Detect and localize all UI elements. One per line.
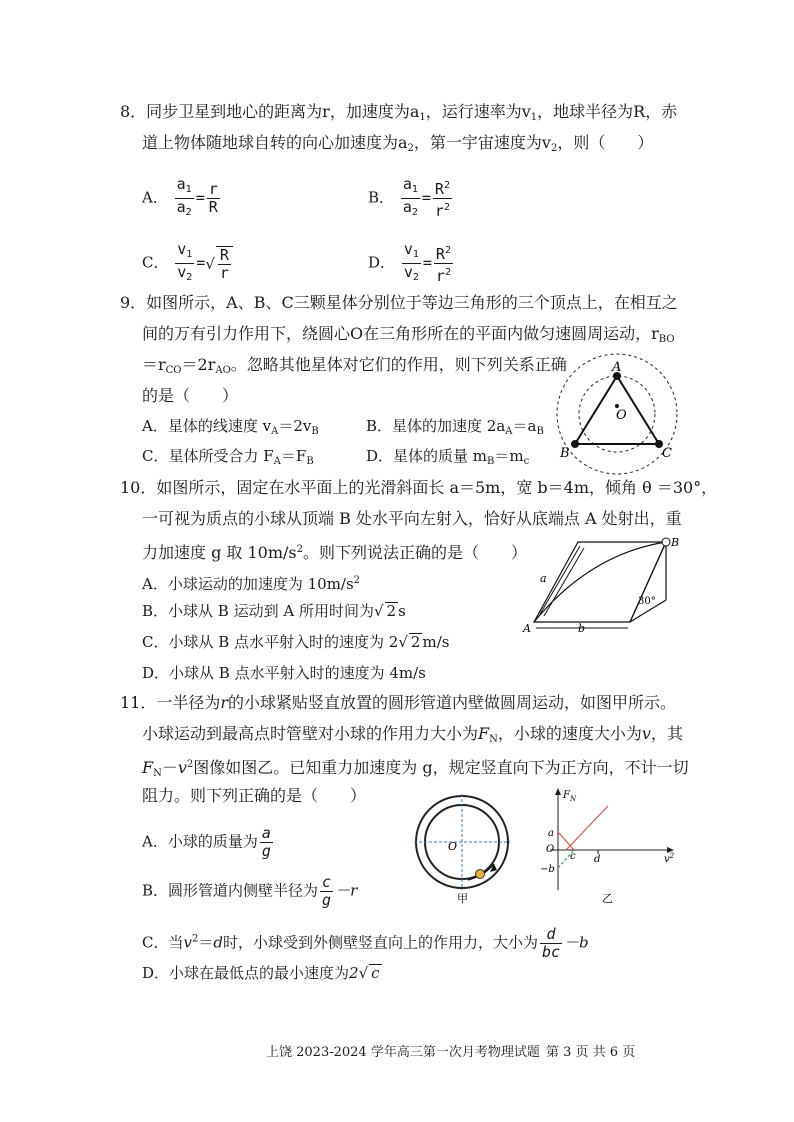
q11-option-c: C．当$v^2=d$时，小球受到外侧壁竖直向上的作用力，大小为 $\frac{d}{bc}$ －b [142,925,589,961]
label-d-tick: d [594,854,601,865]
q11-option-d: D．小球在最低点的最小速度为2√ c [142,964,380,982]
q9-option-d: D．星体的质量 $m_B=m_c$ [366,447,530,467]
side-edge [630,542,666,622]
footer-title: 上饶 2023-2024 学年高三第一次月考物理试题 [266,1045,540,1060]
q9-option-c: C．星体所受合力 $F_A=F_B$ [142,447,314,467]
q11-line-4: 阻力。则下列正确的是（ ） [142,786,367,805]
trajectory-curve [534,542,666,622]
label-minus-b: −b [540,864,555,875]
q10-line-3: 力加速度 g 取 $10m/s^2$。则下列说法正确的是（ ） [142,543,528,562]
q8-option-c: C． $\frac{v_1}{v_2}$ =√ $\frac{R}{r}$ [142,241,235,286]
footer-page-number: 第 3 页 共 6 页 [546,1045,636,1060]
q10-option-b: B．小球从 B 运动到 A 所用时间为√ 2 s [142,602,406,620]
q11-figure-jia-pipe [410,788,520,906]
q10-figure-incline [520,534,690,636]
q10-line-1: 10．如图所示，固定在水平面上的光滑斜面长 a＝5m，宽 b＝4m，倾角 θ ＝30°， [120,478,718,497]
star-b-dot [571,440,579,448]
q8-option-d: D． $\frac{v_1}{v_2}$ = $\frac{R^2}{r^2}$ [368,240,451,285]
small-ball [476,870,485,879]
label-angle: 30° [638,596,656,607]
label-v2: $v^2$ [664,852,675,865]
q11-option-b: B．圆形管道内侧壁半径为 $\frac{c}{g}$ －r [142,873,358,909]
q11-line-2: 小球运动到最高点时管壁对小球的作用力大小为$F_N$，小球的速度大小为v，其 [142,724,683,745]
q8-line-2: 道上物体随地球自转的向心加速度为$a_2$，第一宇宙速度为$v_2$，则（ ） [142,133,654,154]
label-o: O [616,408,627,423]
label-jia: 甲 [457,892,468,905]
q10-option-c: C．小球从 B 点水平射入时的速度为 2√ 2 m/s [142,633,450,651]
graph-line-descending [558,832,574,850]
label-a: A [612,360,622,375]
q11-figure-yi-graph [536,784,686,906]
q11-line-1: 11．一半径为r的小球紧贴竖直放置的圆形管道内壁做圆周运动，如图甲所示。 [120,693,677,712]
q9-option-a: A．星体的线速度 $v_A=2v_B$ [142,417,319,437]
label-o-origin: O [546,844,555,855]
label-a-len: a [540,572,547,585]
q9-figure-three-stars [548,346,684,476]
q9-line-1: 9．如图所示，A、B、C三颗星体分别位于等边三角形的三个顶点上，在相互之 [120,293,678,312]
q10-option-a: A．小球运动的加速度为 $10m/s^2$ [142,575,361,593]
q8-line-1: 8．同步卫星到地心的距离为r，加速度为$a_1$，运行速率为$v_1$，地球半径为R，赤 [120,102,678,123]
label-c-tick: c [570,851,576,862]
q9-option-b: B．星体的加速度 $2a_A=a_B$ [366,417,544,437]
label-b: B [560,446,570,461]
label-fn: $F_N$ [563,790,577,803]
q9-line-4: 的是（ ） [142,386,239,405]
label-c: C [662,446,672,461]
label-a-tick: a [548,828,554,839]
q8-option-b: B． $\frac{a_1}{a_2}$ = $\frac{R^2}{r^2}$ [368,175,450,220]
q10-option-d: D．小球从 B 点水平射入时的速度为 4m/s [142,664,426,682]
label-yi: 乙 [602,892,613,905]
label-point-a: A [523,622,531,635]
ball-at-b [662,538,670,546]
a-length-arrow-2 [544,548,584,616]
q10-line-2: 一可视为质点的小球从顶端 B 处水平向左射入，恰好从底端点 A 处射出，重 [142,509,682,528]
graph-line-ascending [566,806,608,850]
q11-option-a: A．小球的质量为 $\frac{a}{g}$ [142,824,271,860]
q9-line-2: 间的万有引力作用下，绕圆心O在三角形所在的平面内做匀速圆周运动，$r_{BO}$ [142,324,675,345]
q8-option-a: A． $\frac{a_1}{a_2}$ = $\frac{r}{R}$ [142,175,218,218]
label-b-wid: b [578,622,586,635]
incline-plane [534,542,666,622]
y-axis-arrow [555,788,561,795]
label-o-center: O [448,840,458,853]
q9-line-3: $=r_{CO}=2r_{AO}$。忽略其他星体对它们的作用，则下列关系正确 [142,355,567,376]
label-point-b: B [671,536,680,549]
q11-line-3: $F_N-v^2$图像如图乙。已知重力加速度为 g，规定竖直向下为正方向，不计一切 [142,758,689,779]
